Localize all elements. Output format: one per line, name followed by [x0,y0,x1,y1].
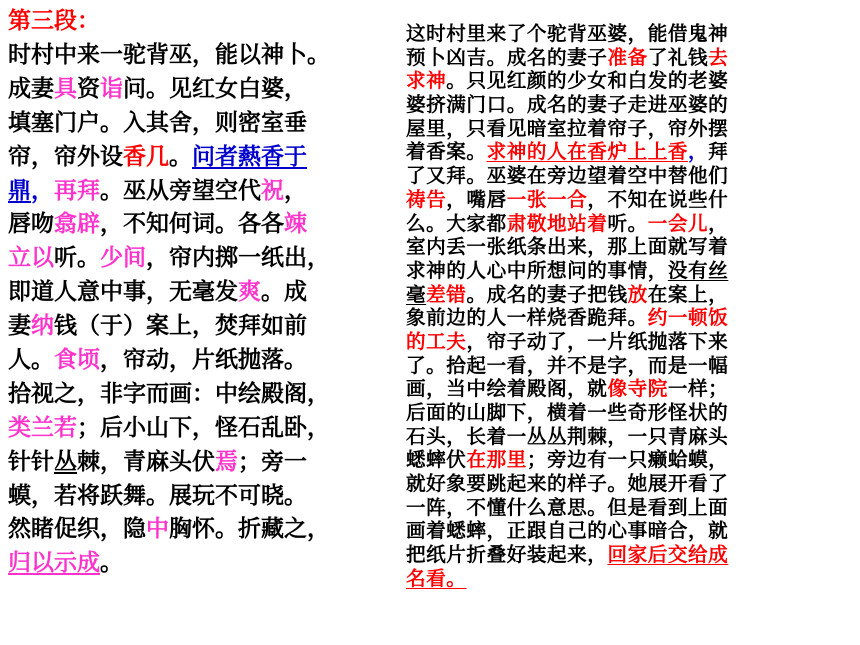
text-segment: 。巫从旁望空代 [100,177,261,204]
text-segment: 。成 [261,279,307,306]
text-segment: 成妻 [8,75,54,102]
highlighted-phrase: 归以示成 [8,550,100,577]
highlighted-phrase: 的工夫 [406,329,467,353]
text-segment: 了。拾起一看，并不是字，而是一幅 [406,353,729,377]
highlighted-phrase: 食顷 [54,347,100,374]
highlighted-phrase: 准备 [607,45,648,69]
translation-line [406,401,852,425]
highlighted-phrase: 回家后交给成 [607,543,729,567]
text-segment: ，嘴唇 [446,187,507,211]
highlighted-phrase: 香几 [123,143,169,170]
highlighted-phrase: 竦 [284,211,307,238]
text-segment: 钱（于）案上，焚拜如前 [54,313,307,340]
text-segment: 象前边的人一样烧香跪拜。 [406,306,648,330]
text-segment: 针针 [8,448,54,475]
translation-line [406,306,852,330]
classical-line [8,547,400,581]
translation-line [406,140,852,164]
classical-line [8,73,400,107]
translation-line [406,567,852,591]
translation-line [406,377,852,401]
text-segment: 一样； [667,377,729,401]
text-segment: 问。见红女白婆， [123,75,307,102]
text-segment: 蟆，若将跃舞。展玩不可晓。 [8,482,307,509]
highlighted-phrase: 类兰若 [8,414,77,441]
text-segment: 一阵，不懂什么意思。但是看到上面 [406,495,729,519]
classical-line [8,175,400,209]
text-segment: 胸怀。折藏之， [169,516,330,543]
text-segment: 求神的人心中所想问的事情， [406,258,668,282]
text-segment: 在案上， [647,282,729,306]
text-segment: ；旁一 [238,448,307,475]
highlighted-phrase: 少间 [100,245,146,272]
text-segment: 这时村里来了个驼背巫婆，能借鬼神 [406,22,729,45]
highlighted-phrase: 再拜 [54,177,100,204]
translation-line [406,283,852,307]
text-segment: 。 [169,143,192,170]
translation-line [406,448,852,472]
translation-line [406,519,852,543]
text-segment: 画，当中绘着殿阁，就 [406,377,608,401]
translation-line [406,117,852,141]
text-segment: 听。 [54,245,100,272]
classical-line [8,446,400,480]
modern-lines [406,22,852,591]
highlighted-phrase: 鼎 [8,177,31,204]
translation-line [406,496,852,520]
highlighted-phrase: 焉 [215,448,238,475]
translation-line [406,188,852,212]
classical-line [8,242,400,276]
classical-line [8,107,400,141]
highlighted-phrase: 名看。 [406,566,467,590]
text-segment: 拾视之，非字而画：中绘殿阁， [8,380,330,407]
text-segment: 就好象要跳起来的样子。她展开看了 [406,472,729,496]
classical-line [8,344,400,378]
highlighted-phrase: 求神的人在香炉上上香 [486,140,689,164]
highlighted-phrase: 像寺院 [607,377,668,401]
text-segment: ，不知何词。各各 [100,211,284,238]
text-segment: 。 [100,550,123,577]
classical-line [8,276,400,310]
classical-text-panel [8,4,400,581]
translation-line [406,543,852,567]
text-segment: 拜 [708,140,729,164]
classical-line [8,412,400,446]
text-segment: 听。 [607,211,648,235]
translation-line [406,93,852,117]
translation-line [406,22,852,46]
text-segment: ；旁边有一只癞蛤蟆， [526,448,729,472]
highlighted-phrase: 去 [708,45,729,69]
highlighted-phrase: 翕辟 [54,211,100,238]
text-segment: ，帘动，片纸抛落。 [100,347,307,374]
highlighted-phrase: 差错 [426,282,467,306]
text-segment: 了礼钱 [647,45,709,69]
highlighted-phrase: ， [31,177,54,204]
translation-line [406,235,852,259]
text-segment: 么。大家都 [406,211,507,235]
highlighted-phrase: 肃敬地站着 [506,211,608,235]
text-segment: 室内丢一张纸条出来，那上面就写着 [406,235,729,259]
classical-line [8,513,400,547]
translation-line [406,46,852,70]
text-segment: 妻 [8,313,31,340]
translation-line [406,69,852,93]
text-segment: 即道人意中事，无毫发 [8,279,238,306]
modern-translation-panel [406,22,852,591]
text-segment: 着香案。 [406,140,487,164]
text-segment: 屋里，只看见暗室拉着帘子，帘外摆 [406,116,729,140]
text-segment: 预卜凶吉。成名的妻子 [406,45,608,69]
classical-line [8,378,400,412]
text-segment: ，帘子动了，一片纸抛落下来 [466,329,729,353]
text-segment: 帘，帘外设 [8,143,123,170]
text-segment: 然睹促织，隐 [8,516,146,543]
highlighted-phrase: 爽 [238,279,261,306]
highlighted-phrase: 在那里 [466,448,527,472]
text-segment: 婆挤满门口。成名的妻子走进巫婆的 [406,93,729,117]
text-segment: 蟋蟀伏 [406,448,467,472]
highlighted-phrase: 祝 [261,177,284,204]
highlighted-phrase: 一张一合 [506,187,588,211]
highlighted-phrase: 一会儿 [647,211,709,235]
classical-line [8,480,400,514]
text-segment: 没有丝 [667,258,729,282]
highlighted-phrase: 祷告 [406,187,447,211]
text-segment: 后面的山脚下，横着一些奇形怪状的 [406,401,729,424]
text-segment: 棘，青麻头伏 [77,448,215,475]
translation-line [406,354,852,378]
highlighted-phrase: 立以 [8,245,54,272]
highlighted-phrase: 问者爇香于 [192,143,307,170]
text-segment: 唇吻 [8,211,54,238]
text-segment: 了又拜。巫婆在旁边望着空中替他们 [406,164,729,188]
highlighted-phrase: 放 [627,282,648,306]
translation-line [406,164,852,188]
section-title: 第三段： [8,8,100,34]
text-segment: 填塞门户。入其舍，则密室垂 [8,109,307,136]
highlighted-phrase: 中 [146,516,169,543]
text-segment: ，不知在说些什 [587,187,729,211]
text-segment: 毫 [406,282,427,306]
text-segment: ；后小山下，怪石乱卧， [77,414,330,441]
classical-lines [8,39,400,581]
highlighted-phrase: 约一顿饭 [647,306,729,330]
text-segment: 时村中来一驼背巫，能以神卜。 [8,42,330,68]
translation-line [406,259,852,283]
text-segment: 丛 [54,448,77,475]
highlighted-phrase: ， [688,140,709,164]
text-segment: 。只见红颜的少女和白发的老婆 [446,69,729,93]
text-segment: 。成名的妻子把钱 [466,282,628,306]
text-segment: 人。 [8,347,54,374]
text-segment: 石头，长着一丛丛荆棘，一只青麻头 [406,424,729,448]
translation-line [406,212,852,236]
text-segment: ， [284,177,307,204]
highlighted-phrase: 纳 [31,313,54,340]
highlighted-phrase: 诣 [100,75,123,102]
classical-line [8,310,400,344]
text-segment: 资 [77,75,100,102]
text-segment: ， [708,211,729,235]
classical-line [8,39,400,73]
classical-line [8,208,400,242]
translation-line [406,425,852,449]
highlighted-phrase: 求神 [406,69,447,93]
translation-line [406,330,852,354]
text-segment: ，帘内掷一纸出， [146,245,330,272]
text-segment: 画着蟋蟀，正跟自己的心事暗合，就 [406,519,729,543]
translation-line [406,472,852,496]
text-segment: 把纸片折叠好装起来， [406,543,608,567]
highlighted-phrase: 具 [54,75,77,102]
classical-line [8,141,400,175]
